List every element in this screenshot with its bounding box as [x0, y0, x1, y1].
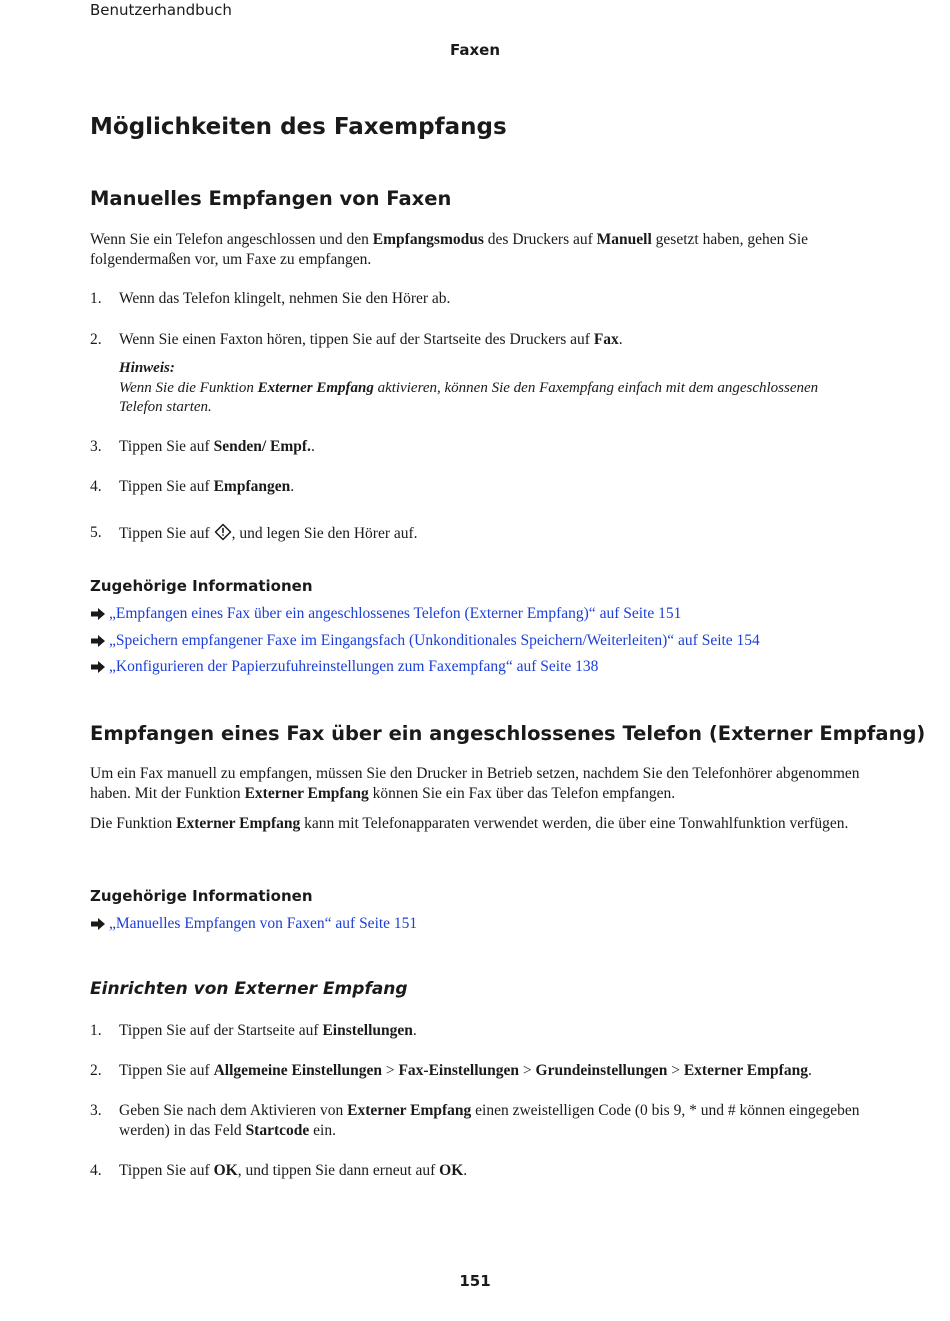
step-text: Tippen Sie auf Allgemeine Einstellungen > Fax-Einstellungen > Grundeinstellungen > Externer Empfang. [119, 1062, 812, 1079]
step-text: Tippen Sie auf Senden/ Empf.. [119, 438, 315, 455]
related-link[interactable]: „Manuelles Empfangen von Faxen“ auf Seite 151 [109, 915, 418, 932]
related-link[interactable]: „Konfigurieren der Papierzufuhreinstellungen zum Faxempfang“ auf Seite 138 [109, 658, 599, 675]
step-number: 3. [90, 438, 102, 455]
page-title: Möglichkeiten des Faxempfangs [90, 114, 507, 140]
section-title-external-receive: Empfangen eines Fax über ein angeschlossenes Telefon (Externer Empfang) [90, 722, 926, 745]
note-text: Wenn Sie die Funktion Externer Empfang aktivieren, können Sie den Faxempfang einfach mit dem angeschlossenen Telefon starten. [119, 379, 819, 415]
related-link-row[interactable] [90, 630, 760, 652]
step-text: Tippen Sie auf Empfangen. [119, 478, 295, 495]
arrow-right-icon [90, 607, 106, 621]
related-link[interactable]: „Empfangen eines Fax über ein angeschlossenes Telefon (Externer Empfang)“ auf Seite 151 [109, 605, 682, 622]
step-number: 1. [90, 1022, 102, 1039]
external-paragraph-2: Die Funktion Externer Empfang kann mit Telefonapparaten verwendet werden, die über eine Tonwahlfunktion verfügen. [90, 815, 849, 832]
step-number: 4. [90, 478, 102, 495]
step-number: 5. [90, 524, 102, 541]
running-header-document-title: Benutzerhandbuch [90, 1, 232, 19]
note-box [119, 359, 859, 418]
section-title-manual-receive: Manuelles Empfangen von Faxen [90, 187, 452, 210]
arrow-right-icon [90, 660, 106, 674]
step-text: Geben Sie nach dem Aktivieren von Externer Empfang einen zweistelligen Code (0 bis 9, * und # können eingegeben werden) in das Feld Startcode ein. [119, 1102, 860, 1139]
step-text: Wenn Sie einen Faxton hören, tippen Sie auf der Startseite des Druckers auf Fax. [119, 331, 623, 348]
start-diamond-icon [214, 523, 232, 541]
step-text: Tippen Sie auf , und legen Sie den Hörer auf. [119, 525, 418, 542]
step-number: 4. [90, 1162, 102, 1179]
related-link-row[interactable] [90, 656, 598, 678]
step-number: 2. [90, 331, 102, 348]
page-number: 151 [459, 1272, 491, 1290]
running-header-section: Faxen [449, 41, 501, 59]
arrow-right-icon [90, 634, 106, 648]
manual-intro-paragraph: Wenn Sie ein Telefon angeschlossen und den Empfangsmodus des Druckers auf Manuell gesetzt haben, gehen Sie folgendermaßen vor, um Faxe zu empfangen. [90, 231, 809, 268]
related-link[interactable]: „Speichern empfangener Faxe im Eingangsfach (Unkonditionales Speichern/Weiterleiten)“ auf Seite 154 [109, 632, 760, 649]
subsection-title-setup: Einrichten von Externer Empfang [90, 979, 408, 999]
step-number: 1. [90, 290, 102, 307]
step-text: Wenn das Telefon klingelt, nehmen Sie den Hörer ab. [119, 290, 451, 307]
step-text: Tippen Sie auf OK, und tippen Sie dann erneut auf OK. [119, 1162, 468, 1179]
arrow-right-icon [90, 917, 106, 931]
note-label: Hinweis: [119, 360, 175, 376]
related-info-heading: Zugehörige Informationen [90, 887, 313, 905]
related-link-row[interactable] [90, 913, 417, 935]
step-number: 2. [90, 1062, 102, 1079]
step-text: Tippen Sie auf der Startseite auf Einstellungen. [119, 1022, 417, 1039]
step-number: 3. [90, 1102, 102, 1119]
external-paragraph-1: Um ein Fax manuell zu empfangen, müssen Sie den Drucker in Betrieb setzen, nachdem Sie den Telefonhörer abgenommen haben. Mit der Funktion Externer Empfang können Sie ein Fax über das Telefon empfangen. [90, 765, 860, 802]
related-info-heading: Zugehörige Informationen [90, 577, 313, 595]
related-link-row[interactable] [90, 603, 681, 625]
